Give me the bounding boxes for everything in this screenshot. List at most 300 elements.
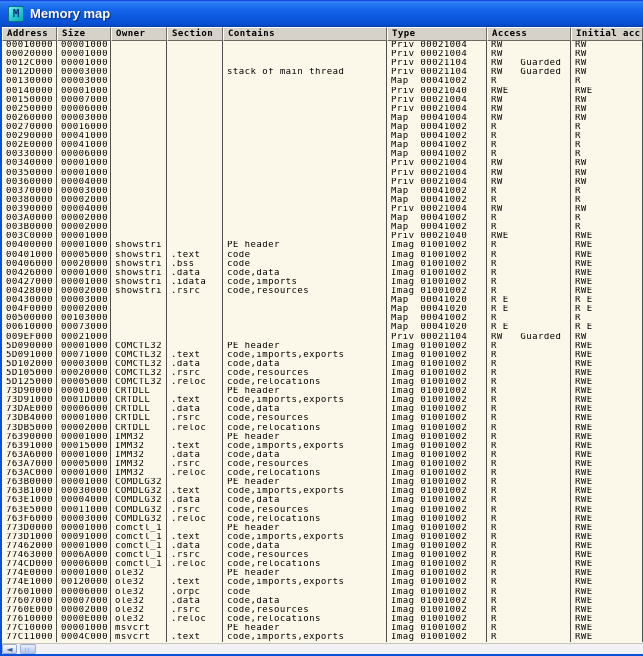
- cell-access: R: [487, 588, 571, 597]
- cell-type: Imag 01001002: [387, 451, 487, 460]
- table-row[interactable]: [2, 68, 643, 77]
- cell-type: Imag 01001002: [387, 542, 487, 551]
- cell-access: R: [487, 251, 571, 260]
- table-row[interactable]: [2, 433, 643, 442]
- cell-address: 00401000: [2, 251, 57, 260]
- cell-initial_access: RW: [571, 59, 643, 68]
- table-row[interactable]: [2, 196, 643, 205]
- cell-section: .rsrc: [167, 414, 223, 423]
- cell-initial_access: RWE: [571, 551, 643, 560]
- table-row[interactable]: [2, 323, 643, 332]
- cell-initial_access: RWE: [571, 624, 643, 633]
- cell-access: RW: [487, 178, 571, 187]
- table-row[interactable]: [2, 123, 643, 132]
- cell-contains: [223, 169, 387, 178]
- table-row[interactable]: [2, 251, 643, 260]
- table-row[interactable]: [2, 351, 643, 360]
- cell-size: 00001000: [57, 433, 111, 442]
- table-row[interactable]: [2, 205, 643, 214]
- cell-type: Imag 01001002: [387, 588, 487, 597]
- cell-address: 00360000: [2, 178, 57, 187]
- cell-contains: code,imports,exports: [223, 578, 387, 587]
- cell-contains: [223, 196, 387, 205]
- cell-address: 77610000: [2, 615, 57, 624]
- table-row[interactable]: [2, 150, 643, 159]
- cell-initial_access: R E: [571, 305, 643, 314]
- table-row[interactable]: [2, 469, 643, 478]
- cell-owner: [111, 333, 167, 342]
- cell-address: 00380000: [2, 196, 57, 205]
- horizontal-scrollbar[interactable]: [2, 643, 643, 654]
- cell-address: 00290000: [2, 132, 57, 141]
- cell-initial_access: RWE: [571, 597, 643, 606]
- cell-contains: code,relocations: [223, 515, 387, 524]
- cell-section: [167, 105, 223, 114]
- cell-section: [167, 41, 223, 50]
- cell-address: 00020000: [2, 50, 57, 59]
- table-row[interactable]: [2, 460, 643, 469]
- cell-section: [167, 569, 223, 578]
- table-row[interactable]: [2, 615, 643, 624]
- cell-size: 00003000: [57, 515, 111, 524]
- cell-access: R: [487, 478, 571, 487]
- cell-type: Priv 00021104: [387, 68, 487, 77]
- cell-address: 774CD000: [2, 560, 57, 569]
- table-row[interactable]: [2, 223, 643, 232]
- cell-section: [167, 150, 223, 159]
- cell-size: 00103000: [57, 314, 111, 323]
- cell-size: 00041000: [57, 132, 111, 141]
- cell-type: Imag 01001002: [387, 487, 487, 496]
- table-row[interactable]: [2, 50, 643, 59]
- cell-initial_access: RWE: [571, 269, 643, 278]
- cell-contains: code,resources: [223, 506, 387, 515]
- cell-owner: [111, 96, 167, 105]
- cell-size: 00004000: [57, 496, 111, 505]
- cell-section: [167, 159, 223, 168]
- cell-owner: [111, 132, 167, 141]
- cell-contains: [223, 323, 387, 332]
- cell-section: [167, 478, 223, 487]
- cell-access: R: [487, 433, 571, 442]
- column-header-address[interactable]: Address: [2, 27, 57, 41]
- cell-section: .rsrc: [167, 369, 223, 378]
- table-row[interactable]: [2, 387, 643, 396]
- cell-size: 00001000: [57, 169, 111, 178]
- table-row[interactable]: [2, 569, 643, 578]
- cell-owner: ole32: [111, 606, 167, 615]
- cell-access: R: [487, 269, 571, 278]
- column-header-type[interactable]: Type: [387, 27, 487, 41]
- cell-section: [167, 241, 223, 250]
- cell-contains: PE header: [223, 433, 387, 442]
- cell-type: Priv 00021004: [387, 105, 487, 114]
- table-row[interactable]: [2, 451, 643, 460]
- cell-type: Imag 01001002: [387, 506, 487, 515]
- cell-initial_access: RWE: [571, 241, 643, 250]
- cell-size: 00001000: [57, 50, 111, 59]
- cell-section: [167, 205, 223, 214]
- cell-access: RWE: [487, 87, 571, 96]
- table-row[interactable]: [2, 551, 643, 560]
- cell-owner: ole32: [111, 569, 167, 578]
- cell-size: 00001000: [57, 414, 111, 423]
- cell-section: [167, 178, 223, 187]
- cell-contains: code,data: [223, 360, 387, 369]
- cell-owner: [111, 187, 167, 196]
- cell-contains: code,data: [223, 597, 387, 606]
- cell-initial_access: RWE: [571, 278, 643, 287]
- cell-initial_access: RWE: [571, 469, 643, 478]
- cell-section: .data: [167, 269, 223, 278]
- cell-address: 7760E000: [2, 606, 57, 615]
- cell-size: 00002000: [57, 606, 111, 615]
- cell-size: 0001D000: [57, 396, 111, 405]
- cell-size: 00003000: [57, 68, 111, 77]
- cell-access: RW: [487, 205, 571, 214]
- cell-type: Imag 01001002: [387, 478, 487, 487]
- cell-access: RW Guarded: [487, 333, 571, 342]
- cell-contains: code,imports,exports: [223, 633, 387, 642]
- cell-initial_access: RWE: [571, 569, 643, 578]
- cell-size: 00006000: [57, 560, 111, 569]
- memory-map-icon[interactable]: M: [8, 6, 24, 22]
- cell-type: Priv 00021004: [387, 169, 487, 178]
- cell-access: RW: [487, 105, 571, 114]
- cell-access: R: [487, 569, 571, 578]
- cell-access: RW: [487, 114, 571, 123]
- cell-access: R: [487, 414, 571, 423]
- cell-owner: comctl_1: [111, 551, 167, 560]
- cell-initial_access: RWE: [571, 588, 643, 597]
- table-row[interactable]: [2, 424, 643, 433]
- table-row[interactable]: [2, 41, 643, 50]
- cell-owner: CRTDLL: [111, 414, 167, 423]
- cell-access: R: [487, 196, 571, 205]
- cell-initial_access: RWE: [571, 515, 643, 524]
- table-row[interactable]: [2, 405, 643, 414]
- cell-initial_access: RWE: [571, 542, 643, 551]
- column-header-size[interactable]: Size: [57, 27, 111, 41]
- table-row[interactable]: [2, 287, 643, 296]
- table-row[interactable]: [2, 506, 643, 515]
- cell-type: Imag 01001002: [387, 378, 487, 387]
- cell-section: .data: [167, 496, 223, 505]
- cell-type: Priv 00021004: [387, 96, 487, 105]
- cell-initial_access: RWE: [571, 578, 643, 587]
- cell-type: Imag 01001002: [387, 496, 487, 505]
- cell-contains: [223, 114, 387, 123]
- cell-contains: [223, 50, 387, 59]
- memory-map-content: [2, 27, 643, 654]
- cell-address: 004F0000: [2, 305, 57, 314]
- table-row[interactable]: [2, 496, 643, 505]
- table-row[interactable]: [2, 141, 643, 150]
- cell-section: [167, 68, 223, 77]
- cell-owner: [111, 205, 167, 214]
- table-row[interactable]: [2, 232, 643, 241]
- cell-type: Map 00041004: [387, 114, 487, 123]
- cell-owner: [111, 114, 167, 123]
- scroll-thumb[interactable]: [20, 644, 36, 654]
- cell-section: .reloc: [167, 424, 223, 433]
- cell-initial_access: RWE: [571, 633, 643, 642]
- table-row[interactable]: [2, 442, 643, 451]
- cell-owner: ole32: [111, 615, 167, 624]
- cell-contains: PE header: [223, 569, 387, 578]
- cell-section: .text: [167, 578, 223, 587]
- column-header-access[interactable]: Access: [487, 27, 571, 41]
- cell-access: R: [487, 542, 571, 551]
- cell-access: R: [487, 551, 571, 560]
- table-row[interactable]: [2, 542, 643, 551]
- cell-type: Imag 01001002: [387, 551, 487, 560]
- cell-address: 002E0000: [2, 141, 57, 150]
- table-row[interactable]: [2, 296, 643, 305]
- cell-owner: IMM32: [111, 451, 167, 460]
- table-row[interactable]: [2, 114, 643, 123]
- cell-initial_access: R E: [571, 296, 643, 305]
- table-row[interactable]: [2, 478, 643, 487]
- table-row[interactable]: [2, 105, 643, 114]
- cell-type: Imag 01001002: [387, 469, 487, 478]
- table-row[interactable]: [2, 132, 643, 141]
- cell-access: RW Guarded: [487, 68, 571, 77]
- cell-type: Imag 01001002: [387, 360, 487, 369]
- cell-type: Priv 00021004: [387, 159, 487, 168]
- cell-size: 00001000: [57, 41, 111, 50]
- table-row[interactable]: [2, 360, 643, 369]
- table-row[interactable]: [2, 314, 643, 323]
- table-row[interactable]: [2, 606, 643, 615]
- cell-contains: code,imports,exports: [223, 487, 387, 496]
- cell-initial_access: R: [571, 123, 643, 132]
- cell-access: R: [487, 606, 571, 615]
- cell-type: Imag 01001002: [387, 560, 487, 569]
- cell-contains: PE header: [223, 241, 387, 250]
- cell-initial_access: RW: [571, 50, 643, 59]
- cell-access: R E: [487, 296, 571, 305]
- cell-initial_access: RWE: [571, 260, 643, 269]
- cell-contains: code,data: [223, 496, 387, 505]
- cell-section: [167, 59, 223, 68]
- cell-size: 00015000: [57, 442, 111, 451]
- cell-owner: [111, 314, 167, 323]
- column-header-section[interactable]: Section: [167, 27, 223, 41]
- table-row[interactable]: [2, 96, 643, 105]
- cell-contains: code,imports,exports: [223, 351, 387, 360]
- table-row[interactable]: [2, 333, 643, 342]
- cell-contains: code,relocations: [223, 424, 387, 433]
- cell-owner: [111, 141, 167, 150]
- table-row[interactable]: [2, 159, 643, 168]
- cell-size: 00006000: [57, 405, 111, 414]
- cell-address: 763E1000: [2, 496, 57, 505]
- cell-owner: [111, 59, 167, 68]
- cell-access: R: [487, 241, 571, 250]
- cell-initial_access: RWE: [571, 369, 643, 378]
- cell-address: 73D91000: [2, 396, 57, 405]
- cell-section: [167, 50, 223, 59]
- cell-size: 00003000: [57, 296, 111, 305]
- cell-address: 773D0000: [2, 524, 57, 533]
- cell-owner: IMM32: [111, 460, 167, 469]
- table-row[interactable]: [2, 305, 643, 314]
- cell-address: 003B0000: [2, 223, 57, 232]
- cell-size: 00002000: [57, 287, 111, 296]
- cell-type: Imag 01001002: [387, 251, 487, 260]
- table-row[interactable]: [2, 77, 643, 86]
- cell-initial_access: R: [571, 150, 643, 159]
- cell-address: 5D091000: [2, 351, 57, 360]
- column-header-initial_access[interactable]: Initial acc: [571, 27, 643, 41]
- table-row[interactable]: [2, 342, 643, 351]
- cell-address: 73DAE000: [2, 405, 57, 414]
- cell-access: R E: [487, 323, 571, 332]
- cell-size: 00001000: [57, 59, 111, 68]
- column-header-owner[interactable]: Owner: [111, 27, 167, 41]
- cell-size: 00001000: [57, 478, 111, 487]
- cell-contains: [223, 77, 387, 86]
- table-row[interactable]: [2, 396, 643, 405]
- table-row[interactable]: [2, 633, 643, 642]
- table-row[interactable]: [2, 588, 643, 597]
- table-row[interactable]: [2, 369, 643, 378]
- cell-size: 00001000: [57, 232, 111, 241]
- cell-address: 00130000: [2, 77, 57, 86]
- cell-initial_access: R: [571, 132, 643, 141]
- cell-section: .text: [167, 633, 223, 642]
- table-row[interactable]: [2, 578, 643, 587]
- table-row[interactable]: [2, 624, 643, 633]
- cell-owner: COMDLG32: [111, 487, 167, 496]
- cell-access: R: [487, 369, 571, 378]
- cell-access: R: [487, 515, 571, 524]
- cell-owner: [111, 77, 167, 86]
- cell-access: R: [487, 314, 571, 323]
- cell-initial_access: RWE: [571, 424, 643, 433]
- cell-type: Imag 01001002: [387, 396, 487, 405]
- scroll-left-button[interactable]: ◄: [2, 644, 17, 654]
- cell-access: RW: [487, 169, 571, 178]
- cell-access: R: [487, 150, 571, 159]
- cell-initial_access: RWE: [571, 433, 643, 442]
- cell-section: [167, 433, 223, 442]
- cell-section: [167, 387, 223, 396]
- table-row[interactable]: [2, 269, 643, 278]
- table-row[interactable]: [2, 533, 643, 542]
- cell-section: .bss: [167, 260, 223, 269]
- cell-section: [167, 223, 223, 232]
- cell-section: [167, 305, 223, 314]
- cell-address: 763AC000: [2, 469, 57, 478]
- cell-size: 00030000: [57, 487, 111, 496]
- cell-address: 773D1000: [2, 533, 57, 542]
- cell-type: Map 00041002: [387, 314, 487, 323]
- table-row[interactable]: [2, 59, 643, 68]
- table-row[interactable]: [2, 87, 643, 96]
- table-row[interactable]: [2, 169, 643, 178]
- cell-contains: [223, 105, 387, 114]
- cell-contains: code,resources: [223, 369, 387, 378]
- cell-address: 763F6000: [2, 515, 57, 524]
- cell-address: 00430000: [2, 296, 57, 305]
- table-row[interactable]: [2, 260, 643, 269]
- cell-section: .text: [167, 251, 223, 260]
- table-row[interactable]: [2, 414, 643, 423]
- cell-owner: COMCTL32: [111, 378, 167, 387]
- titlebar[interactable]: [0, 0, 643, 27]
- cell-size: 00003000: [57, 187, 111, 196]
- cell-address: 003C0000: [2, 232, 57, 241]
- cell-size: 00001000: [57, 469, 111, 478]
- cell-owner: COMCTL32: [111, 369, 167, 378]
- cell-size: 0004C000: [57, 633, 111, 642]
- column-header-contains[interactable]: Contains: [223, 27, 387, 41]
- table-row[interactable]: [2, 597, 643, 606]
- cell-size: 00001000: [57, 278, 111, 287]
- cell-section: .text: [167, 487, 223, 496]
- table-row[interactable]: [2, 178, 643, 187]
- cell-section: [167, 141, 223, 150]
- cell-access: R: [487, 223, 571, 232]
- cell-address: 5D102000: [2, 360, 57, 369]
- cell-contains: code,imports,exports: [223, 533, 387, 542]
- cell-section: [167, 96, 223, 105]
- cell-contains: code,data: [223, 451, 387, 460]
- cell-contains: [223, 96, 387, 105]
- table-row[interactable]: [2, 187, 643, 196]
- cell-section: [167, 323, 223, 332]
- cell-access: RW: [487, 96, 571, 105]
- cell-size: 00001000: [57, 241, 111, 250]
- cell-access: R: [487, 351, 571, 360]
- cell-section: [167, 624, 223, 633]
- cell-initial_access: R: [571, 141, 643, 150]
- cell-initial_access: RW: [571, 159, 643, 168]
- cell-owner: CRTDLL: [111, 424, 167, 433]
- cell-size: 00002000: [57, 223, 111, 232]
- cell-size: 00041000: [57, 141, 111, 150]
- cell-owner: [111, 214, 167, 223]
- cell-contains: code,data: [223, 542, 387, 551]
- cell-size: 00020000: [57, 369, 111, 378]
- cell-initial_access: RWE: [571, 351, 643, 360]
- table-row[interactable]: [2, 214, 643, 223]
- cell-access: R: [487, 187, 571, 196]
- cell-size: 00003000: [57, 77, 111, 86]
- cell-type: Map 00041002: [387, 132, 487, 141]
- table-row[interactable]: [2, 487, 643, 496]
- table-row[interactable]: [2, 378, 643, 387]
- cell-contains: [223, 123, 387, 132]
- cell-section: .text: [167, 442, 223, 451]
- cell-contains: [223, 205, 387, 214]
- cell-size: 00011000: [57, 506, 111, 515]
- table-row[interactable]: [2, 560, 643, 569]
- table-row[interactable]: [2, 241, 643, 250]
- cell-contains: code,resources: [223, 414, 387, 423]
- cell-access: R: [487, 77, 571, 86]
- table-row[interactable]: [2, 515, 643, 524]
- cell-address: 00260000: [2, 114, 57, 123]
- cell-section: .text: [167, 533, 223, 542]
- cell-owner: [111, 323, 167, 332]
- window-title: Memory map: [30, 6, 111, 21]
- table-row[interactable]: [2, 278, 643, 287]
- table-row[interactable]: [2, 524, 643, 533]
- cell-initial_access: RWE: [571, 442, 643, 451]
